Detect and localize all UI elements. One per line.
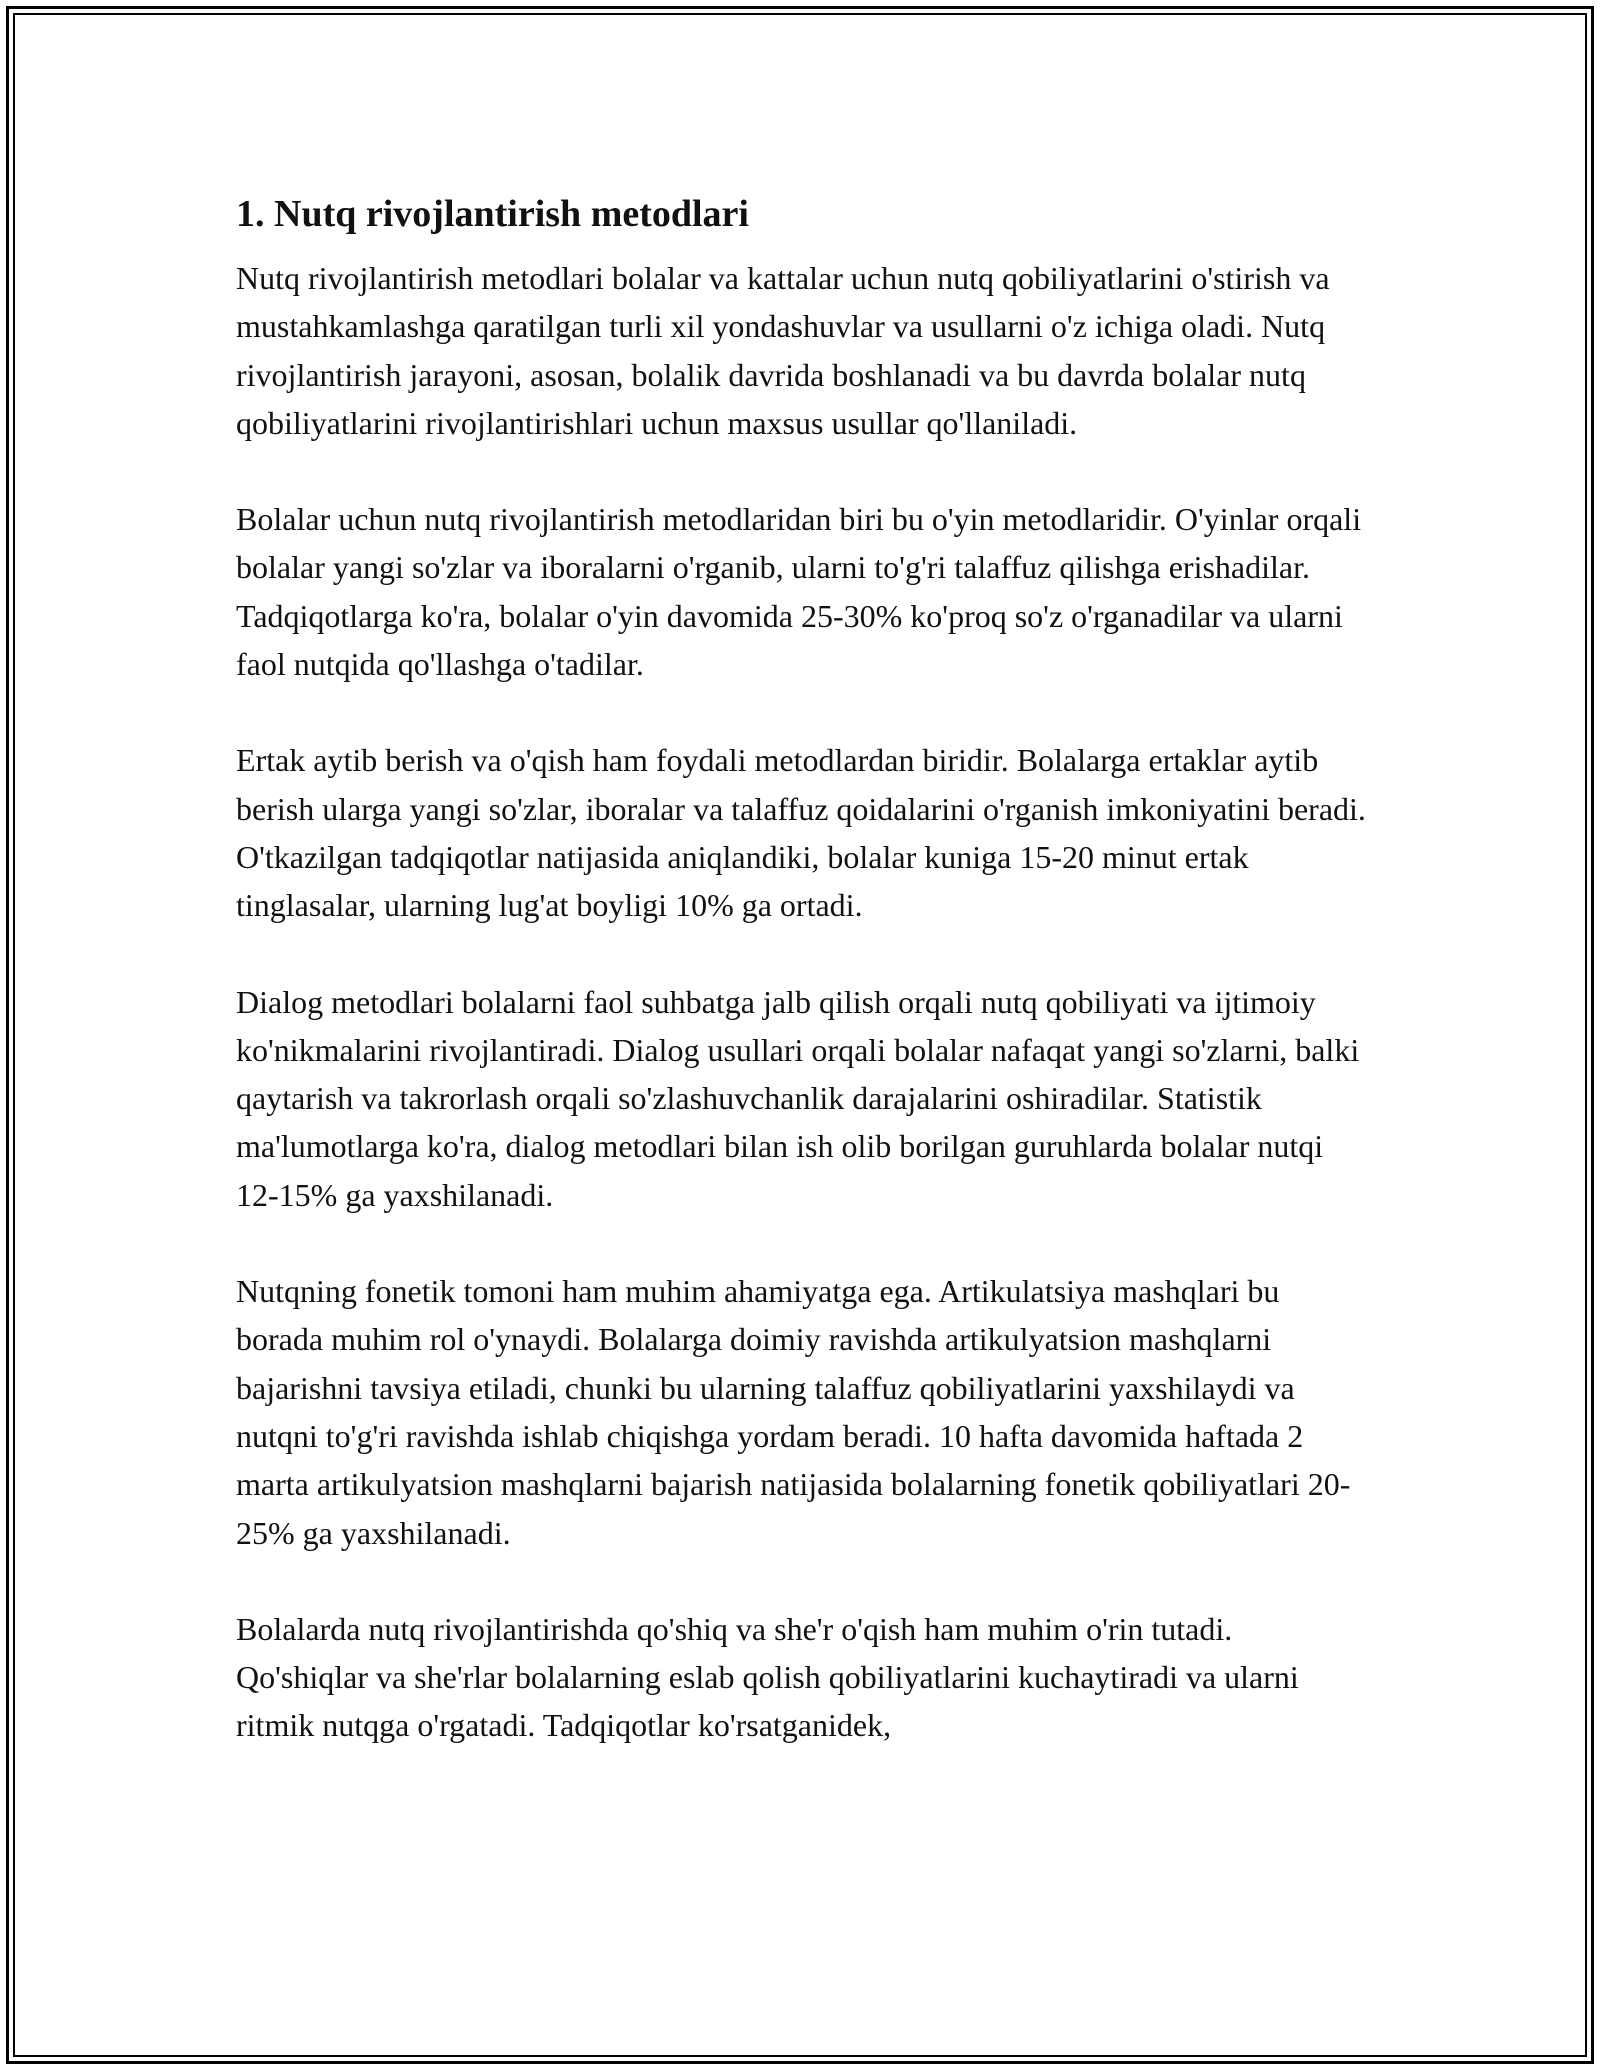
section-heading: 1. Nutq rivojlantirish metodlari — [236, 193, 749, 235]
paragraph-1: Nutq rivojlantirish metodlari bolalar va kattalar uchun nutq qobiliyatlarini o'stirish va mustahkamlashga qaratilgan turli xil yondashuvlar va usullarni o'z ichiga oladi. Nutq rivojlantirish jarayoni, asosan, bolalik davrida boshlanadi va bu davrda bolalar nutq qobiliyatlarini rivojlantirishlari uchun maxsus usullar qo'llaniladi. — [236, 260, 1330, 441]
paragraph-6: Bolalarda nutq rivojlantirishda qo'shiq va she'r o'qish ham muhim o'rin tutadi. Qo'shiqlar va she'rlar bolalarning eslab qolish qobiliyatlarini kuchaytiradi va ularni ritmik nutqga o'rgatadi. Tadqiqotlar ko'rsatganidek, — [236, 1610, 1299, 1744]
document-body — [236, 186, 1366, 1798]
paragraph-4: Dialog metodlari bolalarni faol suhbatga jalb qilish orqali nutq qobiliyati va ijtimoiy ko'nikmalarini rivojlantiradi. Dialog usullari orqali bolalar nafaqat yangi so'zlarni, balki qaytarish va takrorlash orqali so'zlashuvchanlik darajalarini oshiradilar. Statistik ma'lumotlarga ko'ra, dialog metodlari bilan ish olib borilgan guruhlarda bolalar nutqi 12-15% ga yaxshilanadi. — [236, 983, 1360, 1213]
paragraph-2: Bolalar uchun nutq rivojlantirish metodlaridan biri bu o'yin metodlaridir. O'yinlar orqali bolalar yangi so'zlar va iboralarni o'rganib, ularni to'g'ri talaffuz qilishga erishadilar. Tadqiqotlarga ko'ra, bolalar o'yin davomida 25-30% ko'proq so'z o'rganadilar va ularni faol nutqida qo'llashga o'tadilar. — [236, 501, 1362, 683]
paragraph-3: Ertak aytib berish va o'qish ham foydali metodlardan biridir. Bolalarga ertaklar aytib berish ularga yangi so'zlar, iboralar va talaffuz qoidalarini o'rganish imkoniyatini beradi. O'tkazilgan tadqiqotlar natijasida aniqlandiki, bolalar kuniga 15-20 minut ertak tinglasalar, ularning lug'at boyligi 10% ga ortadi. — [236, 742, 1366, 924]
paragraph-5: Nutqning fonetik tomoni ham muhim ahamiyatga ega. Artikulatsiya mashqlari bu borada muhim rol o'ynaydi. Bolalarga doimiy ravishda artikulyatsion mashqlarni bajarishni tavsiya etiladi, chunki bu ularning talaffuz qobiliyatlarini yaxshilaydi va nutqni to'g'ri ravishda ishlab chiqishga yordam beradi. 10 hafta davomida haftada 2 marta artikulyatsion mashqlarni bajarish natijasida bolalarning fonetik qobiliyatlari 20-25% ga yaxshilanadi. — [236, 1273, 1351, 1551]
